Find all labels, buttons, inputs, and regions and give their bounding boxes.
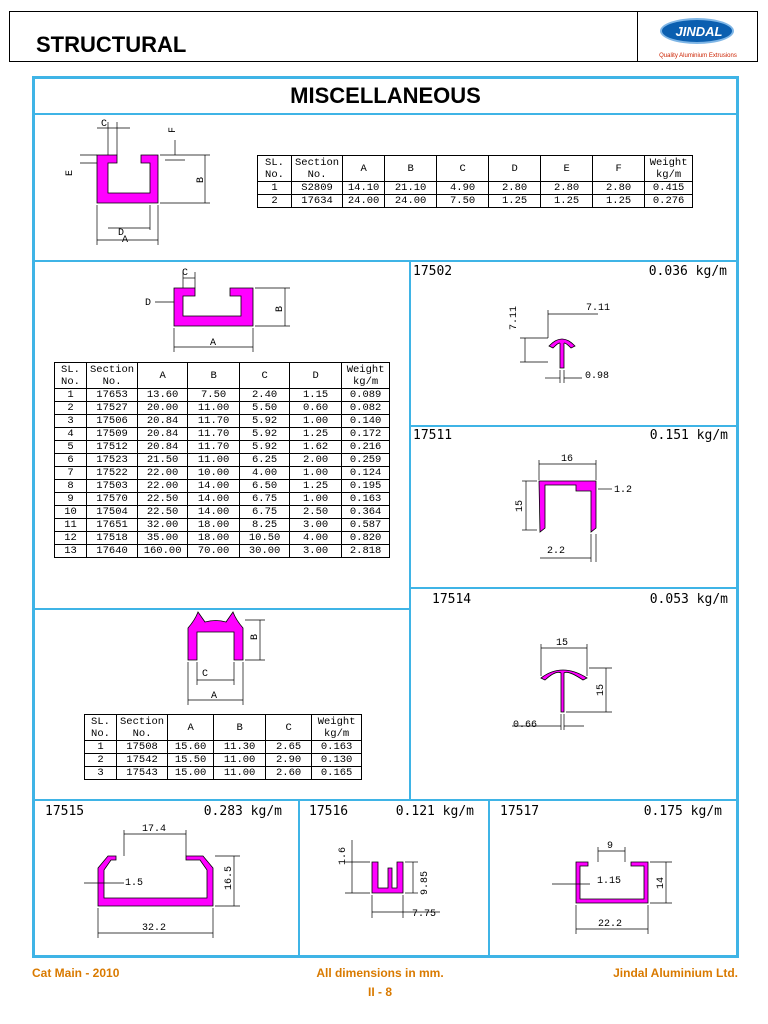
table-cell: 32.00	[138, 519, 188, 532]
svg-text:7.11: 7.11	[509, 305, 520, 330]
table-cell: 17640	[87, 545, 138, 558]
table-cell: 1.25	[593, 195, 645, 208]
table-cell: 0.172	[342, 428, 390, 441]
svg-text:0.98: 0.98	[585, 371, 610, 382]
dim-b: B	[250, 633, 261, 640]
table-cell: 35.00	[138, 532, 188, 545]
table-cell: 70.00	[188, 545, 240, 558]
table-cell: 20.84	[138, 415, 188, 428]
table-cell: 5.92	[240, 441, 290, 454]
table-cell: 14.10	[343, 182, 385, 195]
table-cell: 0.60	[290, 402, 342, 415]
table-cell: 5.50	[240, 402, 290, 415]
column-header: D	[290, 363, 342, 389]
table-cell: 4.90	[437, 182, 489, 195]
section-number: 17515	[45, 804, 85, 819]
section-weight: 0.151 kg/m	[649, 428, 728, 443]
table-cell: 4.00	[290, 532, 342, 545]
column-header: C	[240, 363, 290, 389]
table-cell: 1	[85, 741, 117, 754]
table-cell: 0.124	[342, 467, 390, 480]
svg-text:14: 14	[656, 876, 667, 889]
logo-tagline: Quality Aluminium Extrusions	[659, 53, 737, 59]
table-cell: 0.415	[645, 182, 693, 195]
table-cell: 6.25	[240, 454, 290, 467]
table-cell: 1.15	[290, 389, 342, 402]
table-cell: 7.50	[188, 389, 240, 402]
table-cell: S2809	[292, 182, 343, 195]
section-title: MISCELLANEOUS	[290, 83, 481, 108]
dim-f: F	[168, 126, 179, 133]
table-cell: 3	[55, 415, 87, 428]
column-header: Section No.	[292, 156, 343, 182]
svg-text:2.2: 2.2	[547, 546, 566, 557]
svg-text:16.5: 16.5	[224, 865, 235, 890]
table-cell: 8	[55, 480, 87, 493]
table-cell: 15.60	[168, 741, 214, 754]
table-cell: 18.00	[188, 519, 240, 532]
table-cell: 20.84	[138, 428, 188, 441]
table-cell: 0.082	[342, 402, 390, 415]
section-number: 17517	[500, 804, 540, 819]
column-header: A	[343, 156, 385, 182]
svg-text:1.5: 1.5	[125, 878, 144, 889]
column-header: F	[593, 156, 645, 182]
table-cell: 22.00	[138, 480, 188, 493]
dim-b: B	[196, 176, 207, 183]
column-header: Weight kg/m	[342, 363, 390, 389]
table-cell: 1.25	[489, 195, 541, 208]
table-cell: 2.80	[489, 182, 541, 195]
svg-text:7.75: 7.75	[412, 909, 437, 920]
column-header: B	[385, 156, 437, 182]
table-cell: 2	[85, 754, 117, 767]
table-cell: 17527	[87, 402, 138, 415]
table-cell: 17570	[87, 493, 138, 506]
table-cell: 11.70	[188, 415, 240, 428]
dim-b: B	[275, 305, 286, 312]
table-cell: 30.00	[240, 545, 290, 558]
column-header: C	[437, 156, 489, 182]
section-weight: 0.175 kg/m	[643, 804, 722, 819]
footer-page-number: II - 8	[367, 985, 392, 999]
table-cell: 11.70	[188, 428, 240, 441]
table-cell: 17509	[87, 428, 138, 441]
table-cell: 160.00	[138, 545, 188, 558]
column-header: SL. No.	[258, 156, 292, 182]
table-cell: 17508	[117, 741, 168, 754]
table-cell: 11.00	[214, 767, 266, 780]
svg-text:32.2: 32.2	[142, 923, 167, 934]
table-cell: 6	[55, 454, 87, 467]
section-number: 17502	[413, 264, 453, 279]
dim-c: C	[182, 268, 189, 279]
svg-text:9: 9	[607, 841, 614, 852]
table-cell: 2.90	[266, 754, 312, 767]
svg-text:1.15: 1.15	[597, 876, 622, 887]
table-cell: 22.50	[138, 493, 188, 506]
table-cell: 17503	[87, 480, 138, 493]
dim-d: D	[118, 228, 125, 239]
table-cell: 0.276	[645, 195, 693, 208]
table-cell: 12	[55, 532, 87, 545]
column-header: SL. No.	[85, 715, 117, 741]
svg-text:9.85: 9.85	[420, 870, 431, 895]
table-cell: 17634	[292, 195, 343, 208]
table-cell: 4.00	[240, 467, 290, 480]
svg-text:15: 15	[596, 683, 607, 696]
svg-text:1.2: 1.2	[614, 485, 633, 496]
table-cell: 1.00	[290, 467, 342, 480]
table-cell: 17518	[87, 532, 138, 545]
table-cell: 0.216	[342, 441, 390, 454]
table-cell: 4	[55, 428, 87, 441]
table-cell: 11.00	[188, 454, 240, 467]
column-header: C	[266, 715, 312, 741]
table-cell: 17653	[87, 389, 138, 402]
table-cell: 1.62	[290, 441, 342, 454]
table-cell: 17542	[117, 754, 168, 767]
table-cell: 2.80	[541, 182, 593, 195]
column-header: Weight kg/m	[312, 715, 362, 741]
column-header: B	[214, 715, 266, 741]
table-cell: 0.259	[342, 454, 390, 467]
table-cell: 0.587	[342, 519, 390, 532]
footer-units-note: All dimensions in mm.	[316, 966, 444, 980]
table-cell: 1	[55, 389, 87, 402]
table-cell: 15.00	[168, 767, 214, 780]
section-number: 17511	[413, 428, 453, 443]
table-cell: 1.00	[290, 493, 342, 506]
table-cell: 15.50	[168, 754, 214, 767]
table-cell: 6.75	[240, 506, 290, 519]
dim-a: A	[210, 338, 217, 349]
table-cell: 22.00	[138, 467, 188, 480]
table-cell: 5	[55, 441, 87, 454]
table-cell: 6.50	[240, 480, 290, 493]
table-cell: 14.00	[188, 480, 240, 493]
section-weight: 0.283 kg/m	[203, 804, 282, 819]
column-header: SL. No.	[55, 363, 87, 389]
column-header: A	[168, 715, 214, 741]
footer-company: Jindal Aluminium Ltd.	[613, 966, 738, 980]
dim-a: A	[122, 235, 129, 246]
jindal-logo: JINDAL	[660, 18, 734, 44]
table-cell: 2	[258, 195, 292, 208]
table-cell: 18.00	[188, 532, 240, 545]
svg-text:1.6: 1.6	[338, 846, 349, 865]
table-cell: 24.00	[385, 195, 437, 208]
table-cell: 17651	[87, 519, 138, 532]
table-cell: 10.00	[188, 467, 240, 480]
footer-catalog: Cat Main - 2010	[32, 966, 120, 980]
svg-text:7.11: 7.11	[586, 303, 611, 314]
column-header: D	[489, 156, 541, 182]
dim-c: C	[101, 119, 108, 130]
table-cell: 13.60	[138, 389, 188, 402]
table-cell: 3.00	[290, 519, 342, 532]
table-cell: 8.25	[240, 519, 290, 532]
svg-text:16: 16	[561, 454, 574, 465]
table-cell: 13	[55, 545, 87, 558]
table-cell: 17504	[87, 506, 138, 519]
table-cell: 3.00	[290, 545, 342, 558]
table-cell: 0.089	[342, 389, 390, 402]
table-cell: 5.92	[240, 415, 290, 428]
section-weight: 0.036 kg/m	[648, 264, 727, 279]
table-cell: 11	[55, 519, 87, 532]
section-weight: 0.053 kg/m	[649, 592, 728, 607]
table-cell: 10	[55, 506, 87, 519]
dim-a: A	[211, 691, 218, 702]
table-cell: 17523	[87, 454, 138, 467]
table-cell: 17522	[87, 467, 138, 480]
table-cell: 2.00	[290, 454, 342, 467]
table-cell: 0.820	[342, 532, 390, 545]
svg-text:22.2: 22.2	[598, 919, 623, 930]
table-cell: 0.163	[342, 493, 390, 506]
table-cell: 11.70	[188, 441, 240, 454]
table-cell: 11.00	[188, 402, 240, 415]
section-number: 17516	[309, 804, 349, 819]
section-weight: 0.121 kg/m	[395, 804, 474, 819]
svg-text:15: 15	[556, 638, 569, 649]
table-cell: 24.00	[343, 195, 385, 208]
table-cell: 21.10	[385, 182, 437, 195]
table-cell: 7.50	[437, 195, 489, 208]
table-cell: 14.00	[188, 506, 240, 519]
table-cell: 10.50	[240, 532, 290, 545]
table-cell: 5.92	[240, 428, 290, 441]
column-header: B	[188, 363, 240, 389]
table-cell: 17512	[87, 441, 138, 454]
column-header: Weight kg/m	[645, 156, 693, 182]
table-cell: 17506	[87, 415, 138, 428]
table-cell: 2.40	[240, 389, 290, 402]
table-cell: 2.65	[266, 741, 312, 754]
table-cell: 0.130	[312, 754, 362, 767]
column-header: Section No.	[117, 715, 168, 741]
table-cell: 1.25	[290, 428, 342, 441]
dim-d: D	[145, 298, 152, 309]
table-cell: 11.00	[214, 754, 266, 767]
column-header: A	[138, 363, 188, 389]
table-cell: 2.50	[290, 506, 342, 519]
table-cell: 0.195	[342, 480, 390, 493]
table-cell: 1.25	[541, 195, 593, 208]
table-cell: 7	[55, 467, 87, 480]
table-cell: 1	[258, 182, 292, 195]
svg-text:15: 15	[515, 499, 526, 512]
table-cell: 2.818	[342, 545, 390, 558]
dim-c: C	[202, 669, 209, 680]
table-cell: 2.60	[266, 767, 312, 780]
svg-text:17.4: 17.4	[142, 824, 167, 835]
table-cell: 0.364	[342, 506, 390, 519]
table-cell: 2	[55, 402, 87, 415]
table-cell: 0.163	[312, 741, 362, 754]
column-header: Section No.	[87, 363, 138, 389]
column-header: E	[541, 156, 593, 182]
dim-e: E	[65, 169, 76, 176]
table-cell: 6.75	[240, 493, 290, 506]
svg-text:0.66: 0.66	[513, 720, 538, 731]
table-cell: 17543	[117, 767, 168, 780]
section-number: 17514	[432, 592, 472, 607]
table-cell: 21.50	[138, 454, 188, 467]
table-cell: 1.00	[290, 415, 342, 428]
table-cell: 9	[55, 493, 87, 506]
table-cell: 22.50	[138, 506, 188, 519]
table-cell: 3	[85, 767, 117, 780]
table-cell: 0.165	[312, 767, 362, 780]
table-cell: 0.140	[342, 415, 390, 428]
table-cell: 2.80	[593, 182, 645, 195]
table-cell: 14.00	[188, 493, 240, 506]
table-cell: 20.84	[138, 441, 188, 454]
table-cell: 20.00	[138, 402, 188, 415]
table-cell: 11.30	[214, 741, 266, 754]
table-cell: 1.25	[290, 480, 342, 493]
page-title: STRUCTURAL	[36, 32, 187, 57]
